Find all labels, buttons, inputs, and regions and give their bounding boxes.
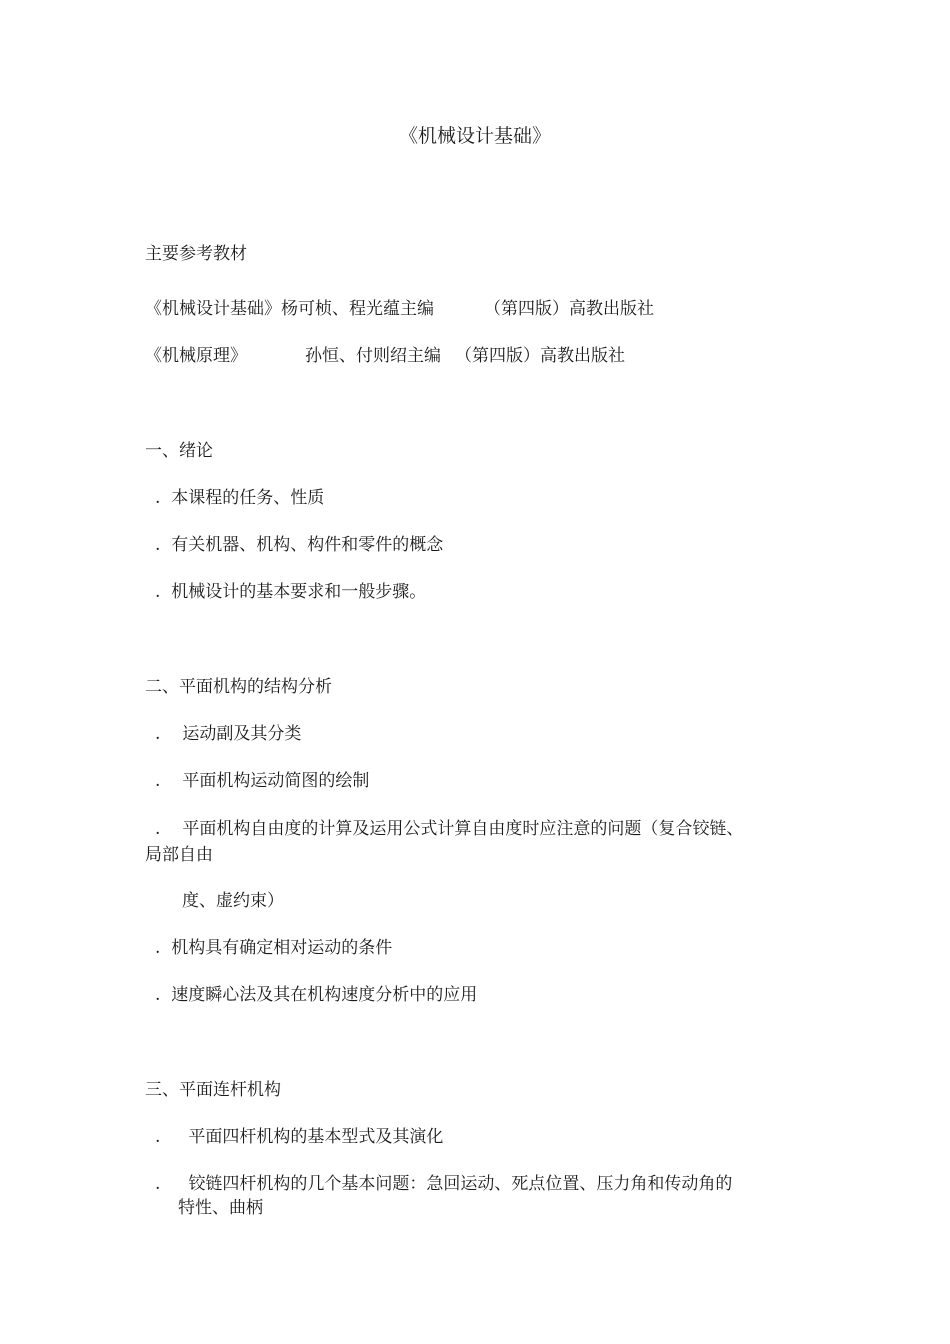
reference-author: 孙恒、付则绍主编	[305, 346, 441, 366]
list-item	[155, 1127, 443, 1147]
list-item-text: 本课程的任务、性质	[171, 488, 325, 508]
list-item	[155, 819, 743, 839]
list-item-text: 运动副及其分类	[182, 724, 302, 744]
reference-item	[145, 299, 654, 319]
bullet: .	[155, 488, 161, 508]
section-heading: 二、平面机构的结构分析	[145, 677, 332, 697]
list-item	[155, 724, 301, 744]
reference-edition: （第四版）高教出版社	[484, 299, 654, 319]
list-item	[155, 938, 392, 958]
bullet: .	[155, 535, 161, 555]
list-item-text: 平面四杆机构的基本型式及其演化	[188, 1127, 444, 1147]
bullet: .	[155, 771, 161, 791]
references-heading: 主要参考教材	[145, 244, 247, 264]
section-heading: 一、绪论	[145, 441, 213, 461]
bullet: .	[155, 582, 161, 602]
bullet: .	[155, 819, 161, 839]
list-item-text: 有关机器、机构、构件和零件的概念	[171, 535, 444, 555]
list-item	[155, 535, 443, 555]
list-item-text: 机构具有确定相对运动的条件	[171, 938, 393, 958]
bullet: .	[155, 1127, 161, 1147]
list-item-text: 平面机构自由度的计算及运用公式计算自由度时应注意的问题（复合铰链、	[182, 819, 744, 839]
list-item-continuation: 局部自由	[145, 845, 213, 865]
bullet: .	[155, 938, 161, 958]
list-item	[155, 771, 369, 791]
bullet: .	[155, 724, 161, 744]
list-item	[155, 985, 477, 1005]
list-item-text: 速度瞬心法及其在机构速度分析中的应用	[171, 985, 478, 1005]
section-heading: 三、平面连杆机构	[145, 1080, 281, 1100]
list-item	[155, 1174, 732, 1194]
bullet: .	[155, 985, 161, 1005]
reference-book: 《机械设计基础》杨可桢、程光蕴主编	[145, 299, 434, 319]
bullet: .	[155, 1174, 161, 1194]
list-item-continuation: 度、虚约束）	[182, 891, 284, 911]
document-title: 《机械设计基础》	[398, 125, 551, 147]
list-item-text: 铰链四杆机构的几个基本问题：急回运动、死点位置、压力角和传动角的	[188, 1174, 733, 1194]
reference-edition: （第四版）高教出版社	[455, 346, 625, 366]
list-item-text: 机械设计的基本要求和一般步骤。	[171, 582, 427, 602]
list-item	[155, 488, 324, 508]
reference-book: 《机械原理》	[145, 346, 247, 366]
reference-item	[145, 346, 625, 366]
list-item-text: 平面机构运动简图的绘制	[182, 771, 370, 791]
list-item	[155, 582, 426, 602]
list-item-continuation: 特性、曲柄	[178, 1198, 263, 1218]
